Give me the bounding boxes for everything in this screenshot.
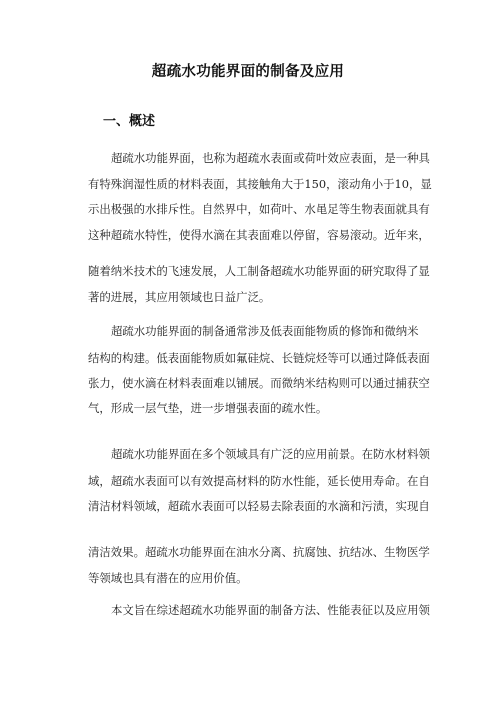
paragraph-2-line-3: 张力，使水滴在材料表面难以铺展。而微纳米结构则可以通过捕获空 xyxy=(88,376,430,390)
paragraph-4-line-1: 本文旨在综述超疏水功能界面的制备方法、性能表征以及应用领 xyxy=(111,603,430,617)
paragraph-3-line-5: 等领域也具有潜在的应用价值。 xyxy=(88,571,248,585)
document-title: 超疏水功能界面的制备及应用 xyxy=(151,64,345,80)
paragraph-2-line-2: 结构的构建。低表面能物质如氟硅烷、长链烷烃等可以通过降低表面 xyxy=(88,351,430,365)
paragraph-3-line-2: 域，超疏水表面可以有效提高材料的防水性能，延长使用寿命。在自 xyxy=(88,474,430,488)
paragraph-1-line-4: 这种超疏水特性，使得水滴在其表面难以停留，容易滚动。近年来， xyxy=(88,228,430,242)
paragraph-1-line-5: 随着纳米技术的飞速发展，人工制备超疏水功能界面的研究取得了显 xyxy=(88,264,430,278)
paragraph-1-line-6: 著的进展，其应用领域也日益广泛。 xyxy=(88,290,271,304)
paragraph-1-line-3: 示出极强的水排斥性。自然界中，如荷叶、水黾足等生物表面就具有 xyxy=(88,202,430,216)
paragraph-1-line-2: 有特殊润湿性质的材料表面，其接触角大于150，滚动角小于10，显 xyxy=(88,177,432,191)
paragraph-3-line-1: 超疏水功能界面在多个领域具有广泛的应用前景。在防水材料领 xyxy=(111,447,430,461)
paragraph-2-line-4: 气，形成一层气垫，进一步增强表面的疏水性。 xyxy=(88,401,328,415)
paragraph-1-line-1: 超疏水功能界面，也称为超疏水表面或荷叶效应表面，是一种具 xyxy=(111,151,430,165)
section-heading: 一、概述 xyxy=(103,114,156,129)
paragraph-3-line-4: 清洁效果。超疏水功能界面在油水分离、抗腐蚀、抗结冰、生物医学 xyxy=(88,545,430,559)
paragraph-2-line-1: 超疏水功能界面的制备通常涉及低表面能物质的修饰和微纳米 xyxy=(111,324,419,338)
paragraph-3-line-3: 清洁材料领域，超疏水表面可以轻易去除表面的水滴和污渍，实现自 xyxy=(88,499,430,513)
